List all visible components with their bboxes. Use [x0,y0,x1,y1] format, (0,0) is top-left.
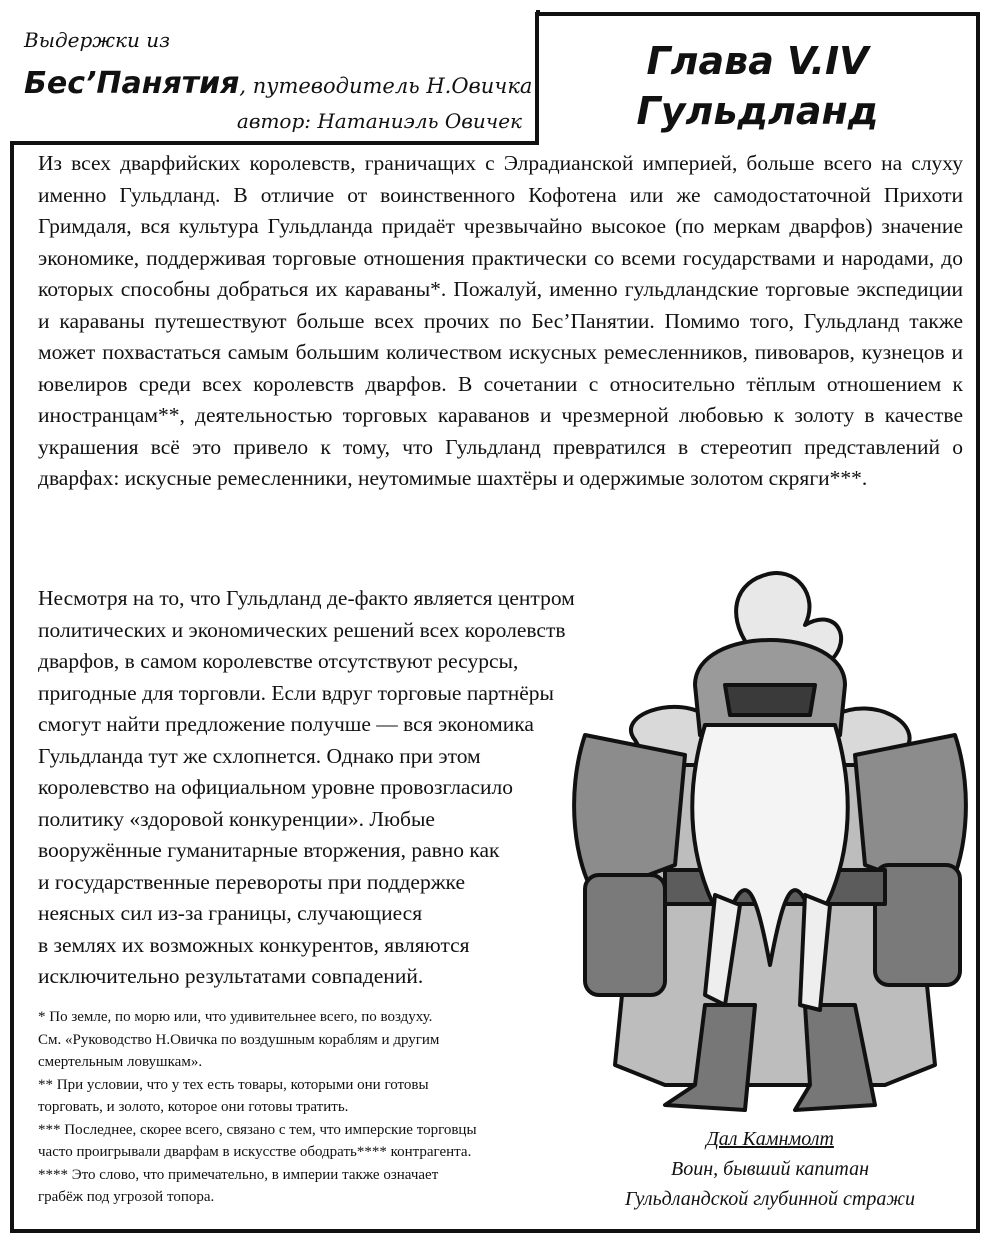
footnote-line: *** Последнее, скорее всего, связано с тем, что имперские торговцы [38,1121,477,1138]
character-unit: Гульдландской глубинной стражи [625,1188,915,1210]
paragraph-2-line: в землях их возможных конкурентов, являются [38,932,470,957]
paragraph-2-line: Гульдланда тут же схлопнется. Однако при этом [38,743,481,768]
author-line: автор: Натаниэль Овичек [236,109,522,133]
footnote-line: ** При условии, что у тех есть товары, которыми они готовы [38,1076,429,1093]
footnote-line: смертельным ловушкам». [38,1054,203,1070]
paragraph-2-line: дварфов, в самом королевстве отсутствуют ресурсы, [38,649,519,673]
footnote-line: * По земле, по морю или, что удивительнее всего, по воздуху. [38,1009,433,1025]
paragraph-2-line: неясных сил из-за границы, случающиеся [38,901,423,925]
character-title: Воин, бывший капитан [671,1158,869,1180]
footnote-line: См. «Руководство Н.Овичка по воздушным кораблям и другим [38,1031,440,1048]
chapter-name: Гульдланд [636,89,879,133]
footnote-line: **** Это слово, что примечательно, в империи также означает [38,1166,439,1183]
paragraph-2-line: политику «здоровой конкуренции». Любые [38,806,435,831]
paragraph-2-line: смогут найти предложение получше — вся экономика [38,712,534,736]
paragraph-2-line: и государственные перевороты при поддержке [38,869,465,894]
footnote-line: торговать, и золото, которое они готовы тратить. [38,1099,349,1115]
excerpt-label: Выдержки из [24,28,171,52]
footnote-line: грабёж под угрозой топора. [38,1189,215,1205]
paragraph-2-line: Несмотря на то, что Гульдланд де-факто является центром [38,586,575,610]
paragraph-2-line: вооружённые гуманитарные вторжения, равно как [38,838,500,862]
paragraph-2-line: политических и экономических решений всех королевств [38,617,566,642]
footnote-line: часто проигрывали дварфам в искусстве ободрать**** контрагента. [38,1144,472,1160]
chapter-title [539,36,976,136]
illustration-caption [590,1124,950,1214]
guide-subtitle: , путеводитель Н.Овичка [239,74,533,98]
book-header [10,10,540,144]
guide-title: Бес’Панятия [24,66,240,101]
paragraph-2-line: пригодные для торговли. Если вдруг торговые партнёры [38,680,554,705]
character-name: Дал Камнмолт [706,1128,834,1150]
paragraph-2-line: королевство на официальном уровне провозгласило [38,775,514,799]
footnotes [38,1006,638,1209]
paragraph-1: Из всех дварфийских королевств, граничащих с Элрадианской империей, больше всего на слуху именно Гульдланд. В отличие от воинственного Кофотена или же самодостаточной Прихоти Гримдаля, вся культура Гульдланда придаёт чрезвычайно высокое (по меркам дварфов) значение экономике, поддерживая торговые отношения практически со всеми государствами и народами, до которых способны добраться их караваны*. Пожалуй, именно гульдландские торговые экспедиции и караваны путешествуют больше всех прочих по Бес’Панятии. Помимо того, Гульдланд также может похвастаться самым большим количеством искусных ремесленников, пивоваров, кузнецов и ювелиров среди всех королевств дварфов. В сочетании с относительно тёплым отношением к иностранцам**, деятельностью торговых караванов и чрезмерной любовью к золоту в качестве украшения всё это привело к тому, что Гульдланд превратился в стереотип представлений о дварфах: искусные ремесленники, неутомимые шахтёры и одержимые золотом скряги***. [38,151,963,490]
chapter-header [535,12,980,145]
guide-title-line [24,66,532,101]
chapter-number: Глава V.IV [646,39,869,83]
paragraph-2-line: исключительно результатами совпадений. [38,964,424,988]
